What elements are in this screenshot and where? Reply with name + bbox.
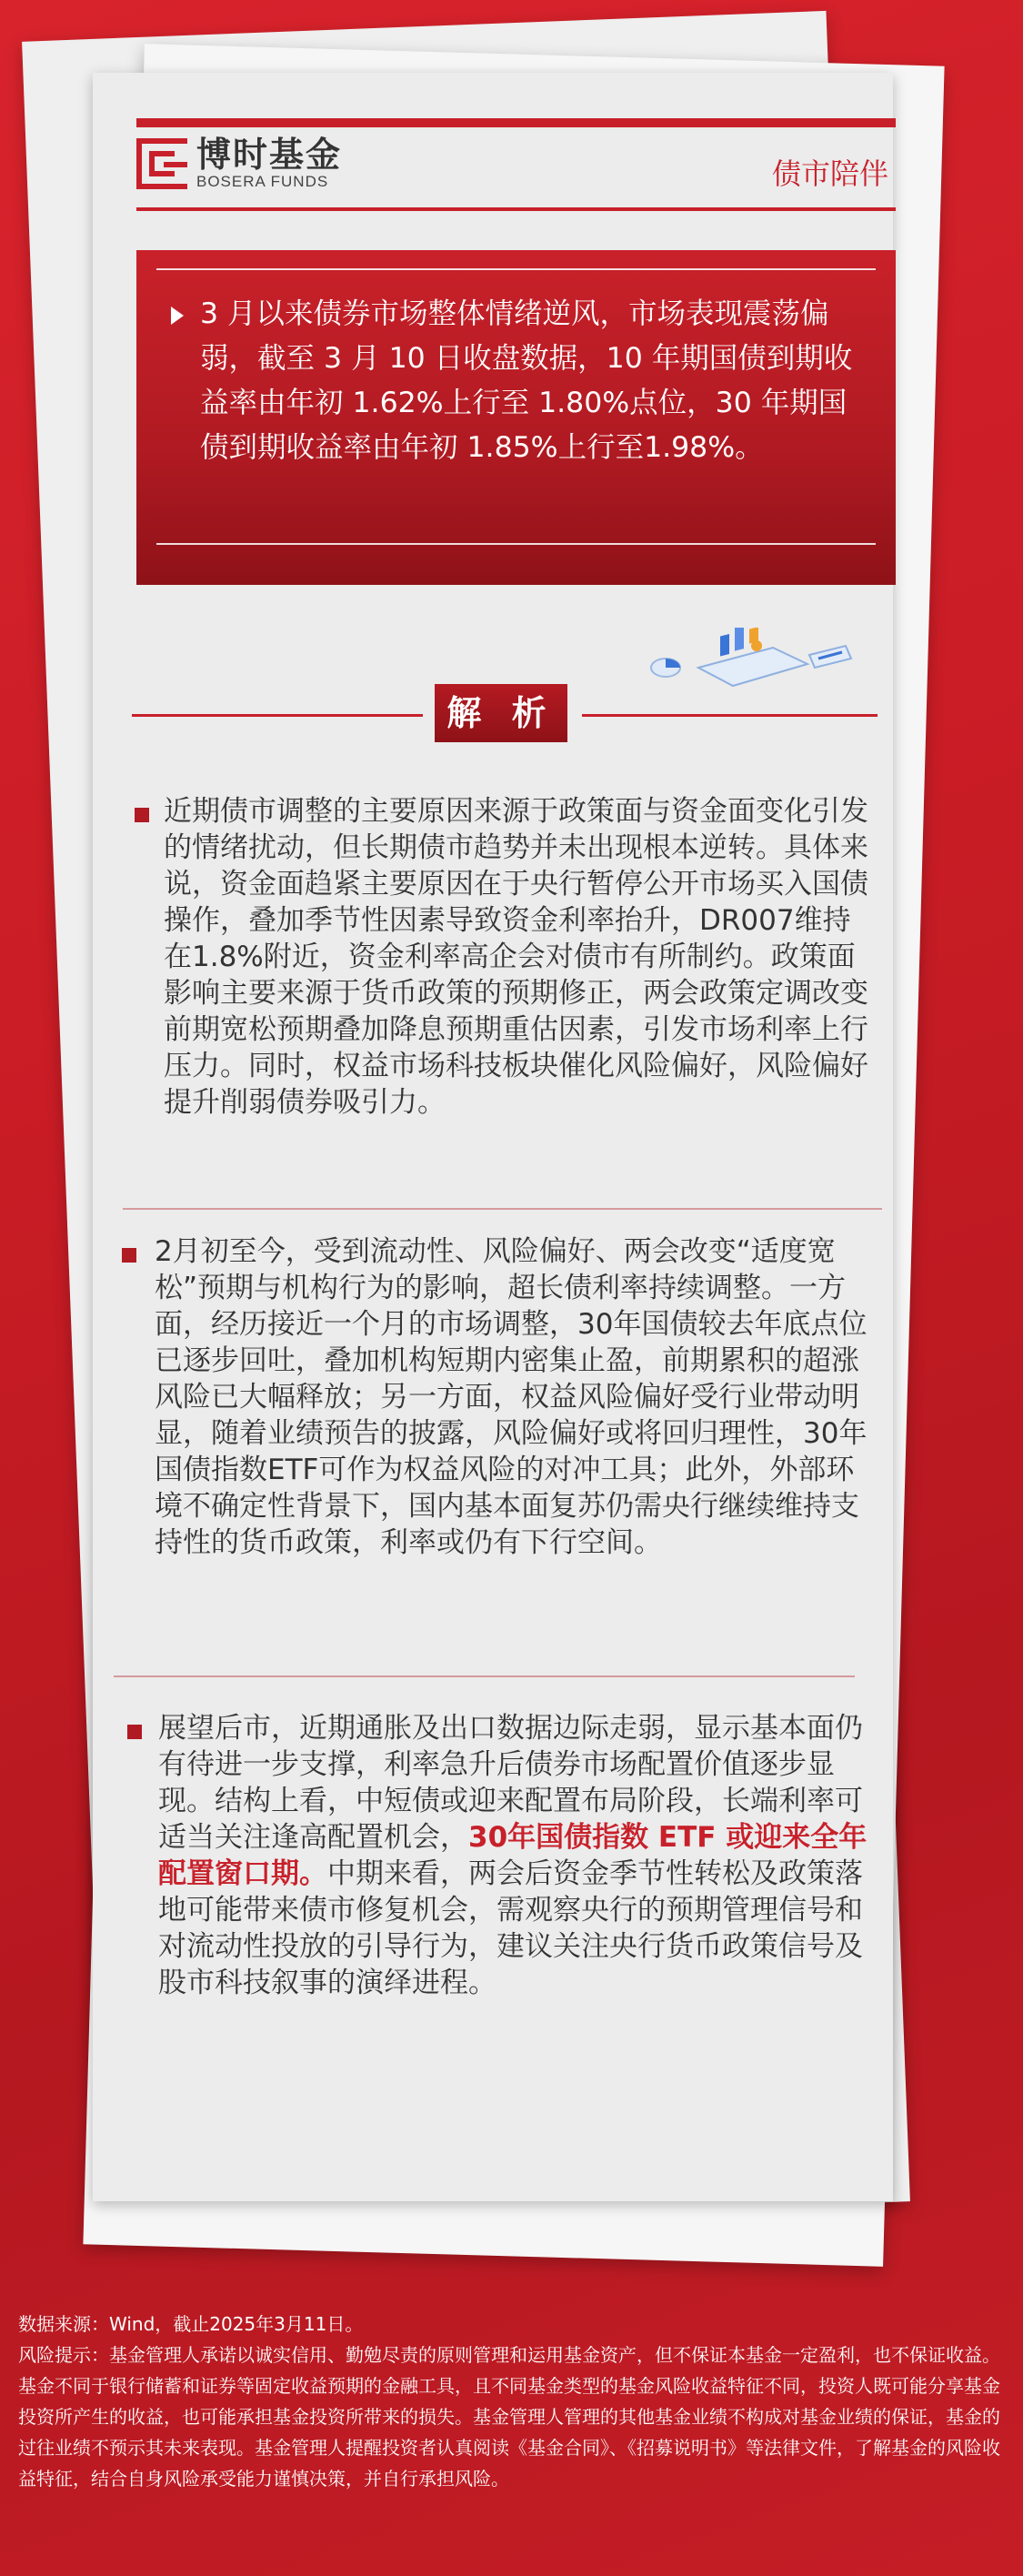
divider-1 <box>123 1208 882 1210</box>
square-bullet-icon <box>127 1725 142 1739</box>
summary-top-line <box>156 268 876 270</box>
header-top-rule <box>136 118 896 127</box>
section-rule-left <box>132 714 423 717</box>
outlook-text-b: 中期来看，两会后资金季节性转松及政策落地可能带来债市修复机会，需观察央行的预期管理信号和对流动性投放的引导行为，建议关注央行货币政策信号及股市科技叙事的演绎进程。 <box>158 1857 863 1999</box>
analysis-paragraph-1: 近期债市调整的主要原因来源于政策面与资金面变化引发的情绪扰动，但长期债市趋势并未出现根本逆转。具体来说，资金面趋紧主要原因在于央行暂停公开市场买入国债操作，叠加季节性因素导致资金利率抬升，DR007维持在1.8%附近，资金利率高企会对债市有所制约。政策面影响主要来源于货币政策的预期修正，两会政策定调改变前期宽松预期叠加降息预期重估因素，引发市场利率上行压力。同时，权益市场科技板块催化风险偏好，风险偏好提升削弱债券吸引力。 <box>164 795 868 1119</box>
summary-box <box>136 250 896 585</box>
header-bottom-rule <box>136 207 896 211</box>
section-title: 解 析 <box>435 684 567 742</box>
header-tagline: 债市陪伴 <box>771 156 888 191</box>
brand-name-en: BOSERA FUNDS <box>196 173 329 190</box>
analysis-paragraph-2: 2月初至今，受到流动性、风险偏好、两会改变“适度宽松”预期与机构行为的影响，超长债利率持续调整。一方面，经历接近一个月的市场调整，30年国债较去年底点位已逐步回吐，叠加机构短期内密集止盈，前期累积的超涨风险已大幅释放；另一方面，权益风险偏好受行业带动明显，随着业绩预告的披露，风险偏好或将回归理性，30年国债指数ETF可作为权益风险的对冲工具；此外，外部环境不确定性背景下，国内基本面复苏仍需央行继续维持支持性的货币政策，利率或仍有下行空间。 <box>155 1235 868 1559</box>
data-illustration-icon <box>646 628 855 691</box>
brand-logo <box>136 136 342 191</box>
bosera-logo-icon <box>136 138 187 189</box>
triangle-bullet-icon <box>171 307 184 325</box>
outlook-text-a: 展望后市，近期通胀及出口数据边际走弱，显示基本面仍有待进一步支撑，利率急升后债券市场配置价值逐步显现。结构上看，中短债或迎来配置布局阶段，长端利率可适当关注逢高配置机会， <box>158 1712 863 1854</box>
square-bullet-icon <box>135 808 149 822</box>
analysis-paragraph-3 <box>158 1710 868 2001</box>
footer-disclaimer <box>18 2309 1005 2494</box>
footer-data-source: 数据来源：Wind，截止2025年3月11日。 <box>18 2313 364 2335</box>
section-rule-right <box>582 714 878 717</box>
footer-risk-notice: 风险提示：基金管理人承诺以诚实信用、勤勉尽责的原则管理和运用基金资产，但不保证本基金一定盈利，也不保证收益。基金不同于银行储蓄和证券等固定收益预期的金融工具，且不同基金类型的基金风险收益特征不同，投资人既可能分享基金投资所产生的收益，也可能承担基金投资所带来的损失。基金管理人管理的其他基金业绩不构成对基金业绩的保证，基金的过往业绩不预示其未来表现。基金管理人提醒投资者认真阅读《基金合同》、《招募说明书》等法律文件，了解基金的风险收益特征，结合自身风险承受能力谨慎决策，并自行承担风险。 <box>18 2344 1000 2490</box>
outlook-highlight: 30年国债指数 ETF 或迎来全年配置窗口期。 <box>158 1821 868 1890</box>
summary-text: 3 月以来债券市场整体情绪逆风，市场表现震荡偏弱，截至 3 月 10 日收盘数据，10 年期国债到期收益率由年初 1.62%上行至 1.80%点位，30 年期国债到期收益率由年初 1.85%上行至1.98%。 <box>200 297 853 464</box>
square-bullet-icon <box>122 1248 136 1263</box>
divider-2 <box>114 1675 855 1677</box>
brand-name-cn: 博时基金 <box>196 135 343 175</box>
summary-bottom-line <box>156 543 876 545</box>
